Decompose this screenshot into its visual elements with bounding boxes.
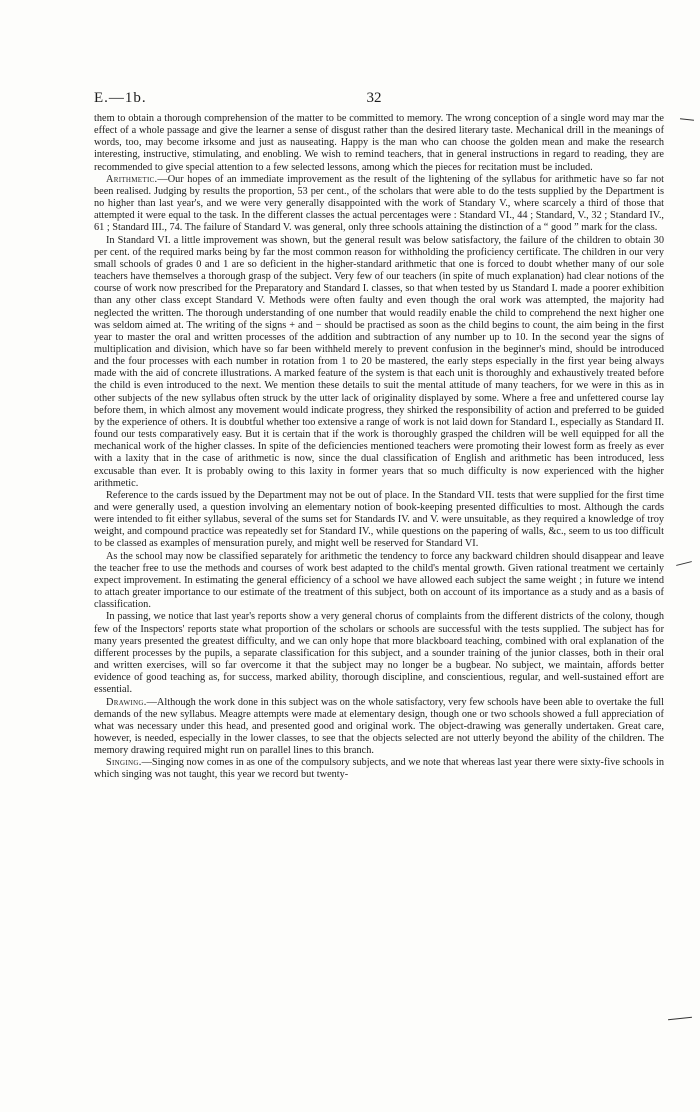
paragraph-arithmetic: Arithmetic.—Our hopes of an immediate improvement as the result of the lightening of the syllabus for arithmetic have so far not been realised. Judging by results the proportion, 53 per cent., of the scholars that were able to do the tests supplied by the Department is no higher than last year's, and we were very generally disappointed with the work of Standary V., where scarcely a third of those that attempted it were equal to the task. In the different classes the actual percentages were : Standard VI., 44 ; Standard, V., 32 ; Standard IV., 61 ; Standard III., 74. The failure of Standard V. was general, only three schools attaining the distinction of a “ good ” mark for the class. — [94, 173, 664, 234]
paragraph-department-cards: Reference to the cards issued by the Department may not be out of place. In the Standard VII. tests that were supplied for the first time and were generally used, a question involving an elementary notion of book-keeping presented difficulties to most. Although the cards were intended to fit either syllabus, several of the sums set for Standards IV. and V. were unsuitable, as they required a knowledge of troy weight, and compound practice was repeatedly set for Standard IV., while questions on the papering of walls, &c., seem to us too difficult to be classed as examples of mensuration purely, and might well be reserved for Standard VI. — [94, 489, 664, 550]
paragraph-standard-vi: In Standard VI. a little improvement was shown, but the general result was below satisfactory, the failure of the children to obtain 30 per cent. of the required marks being by far the most common reason for withholding the proficiency certificate. The children in our very small schools of grades 0 and 1 are so deficient in the higher-standard arithmetic that one is forced to doubt whether many of our sole teachers have themselves a thorough grasp of the subject. Very few of our teachers (in spite of much explanation) had clear notions of the course of work now prescribed for the Preparatory and Standard I. classes, so that when tested by us Standard I. made a poorer exhibition than any other class except Standard V. Methods were often faulty and even though the oral work was attempted, the majority had neglected the written. The thorough understanding of one number that would readily enable the child to comprehend the next higher one was seldom aimed at. The writing of the signs + and − should be practised as soon as the child begins to count, the aim being in the first year to master the oral and written processes of the addition and subtraction of any number up to 10. In the second year the signs of multiplication and division, which have so far been withheld merely to prevent confusion in the beginner's mind, should be introduced and the four processes with each number in rotation from 1 to 20 be mastered, the early steps especially in the first year being always made with the aid of concrete illustrations. A marked feature of the system is that each unit is thoroughly and exhaustively treated before the child is even introduced to the next. We mention these details to suit the mental attitude of many teachers, for we were in this as in other subjects of the new syllabus often struck by the utter lack of originality displayed by some. Where a free and unfettered course lay before them, in which almost any movement would indicate progress, they shirked the responsibility of action and preferred to be guided by the experience of others. It is doubtful whether too extensive a range of work is not laid down for Standard I., especially as Standard II. found our tests comparatively easy. But it is certain that if the work is thoroughly grasped the children will be well equipped for all the mechanical work of the higher classes. In spite of the deficiencies mentioned teachers were promoting their lowest form as freely as ever with a laxity that in the case of arithmetic is now, since the dual classification of English and arithmetic has been introduced, less excusable than ever. It is probably owing to this laxity in former years that so much difficulty is now experienced with the higher arithmetic. — [94, 234, 664, 489]
section-heading-drawing: Drawing. — [106, 696, 147, 708]
margin-mark — [668, 1017, 692, 1021]
report-reference: E.—1b. — [94, 90, 147, 106]
page-header — [94, 90, 654, 110]
paragraph-in-passing: In passing, we notice that last year's reports show a very general chorus of complaints from the different districts of the colony, though few of the Inspectors' reports state what proportion of the scholars or schools are successful with the tests supplied. The subject has for many years presented the greatest difficulty, and we can only hope that more blackboard teaching, combined with oral explanation of the different processes by the pupils, a separate classification for this subject, and a sounder training of the junior classes, both in their oral and written exercises, will so far overcome it that the subject may no longer be a bugbear. No subject, we maintain, affords better evidence of good teaching as, for success, marked ability, thorough discipline, and conscientious, regular, and well-sustained effort are essential. — [94, 611, 664, 696]
section-heading-singing: Singing. — [106, 757, 142, 769]
paragraph-classification: As the school may now be classified separately for arithmetic the tendency to force any backward children should disappear and leave the teacher free to use the methods and courses of work best adapted to the child's mental growth. Given rational treatment we certainly expect improvement. In estimating the general efficiency of a school we have allowed each subject the same weight ; in future we intend to attach greater importance to our estimate of the treatment of this subject, both on account of its importance as a study and as a basis of classification. — [94, 550, 664, 611]
section-heading-arithmetic: Arithmetic. — [106, 173, 158, 185]
paragraph-reading-continued: them to obtain a thorough comprehension of the matter to be committed to memory. The wrong conception of a single word may mar the effect of a whole passage and give the learner a sense of disgust rather than the desired literary taste. Mechanical drill in the meanings of words, too, may become irksome and just as nauseating. Happy is the man who can choose the golden mean and make the research interesting, instructive, stimulating, and enobling. We wish to remind teachers, that in general instructions in regard to reading, they are recommended to give special attention to a few selected lessons, among which the pieces for recitation must be included. — [94, 113, 664, 173]
paragraph-singing: Singing.—Singing now comes in as one of the compulsory subjects, and we note that whereas last year there were sixty-five schools in which singing was not taught, this year we record but twenty- — [94, 757, 664, 781]
paragraph-drawing: Drawing.—Although the work done in this subject was on the whole satisfactory, very few schools have been able to overtake the full demands of the new syllabus. Meagre attempts were made at elementary design, though one or two schools showed a full appreciation of what was necessary under this head, and presented good and original work. The object-drawing was generally undertaken. Great care, however, is needed, especially in the lower classes, to see that the objects selected are not utterly beyond the ability of the children. The memory drawing required might run on parallel lines to this branch. — [94, 696, 664, 757]
report-body — [94, 113, 664, 782]
page-number: 32 — [366, 90, 382, 106]
margin-mark — [676, 561, 692, 566]
margin-mark — [680, 118, 694, 120]
